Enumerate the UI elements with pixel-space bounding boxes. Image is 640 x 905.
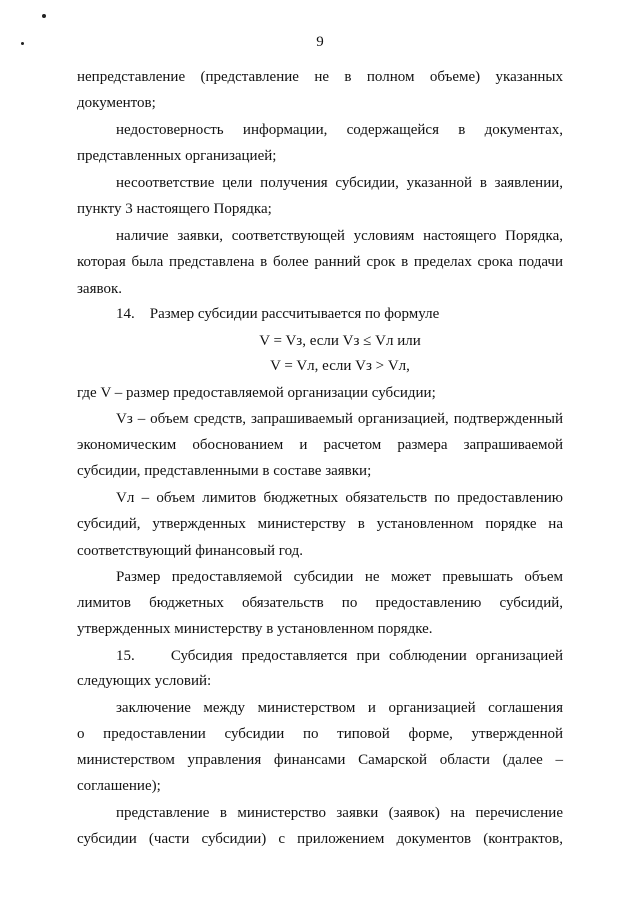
text-line: о предоставлении субсидии по типовой форме, утвержденной — [77, 726, 563, 742]
text-line: 15. Субсидия предоставляется при соблюдении организацией — [116, 648, 563, 664]
text-line: представленных организацией; — [77, 148, 277, 164]
text-line: Размер предоставляемой субсидии не может превышать объем — [116, 569, 563, 585]
text-line: несоответствие цели получения субсидии, указанной в заявлении, — [116, 175, 563, 191]
text-line: следующих условий: — [77, 673, 212, 689]
text-line: соответствующий финансовый год. — [77, 543, 304, 559]
text-line: субсидии (части субсидии) с приложением документов (контрактов, — [77, 831, 563, 847]
text-line: соглашение); — [77, 778, 161, 794]
formula-line: V = Vл, если Vз > Vл, — [270, 358, 410, 374]
text-line: утвержденных министерству в установленном порядке. — [77, 621, 433, 637]
text-line: где V – размер предоставляемой организации субсидии; — [77, 385, 436, 401]
text-line: экономическим обоснованием и расчетом размера запрашиваемой — [77, 437, 563, 453]
text-line: субсидии, представленными в составе заявки; — [77, 463, 372, 479]
page-number: 9 — [316, 34, 324, 50]
text-line: пункту 3 настоящего Порядка; — [77, 201, 272, 217]
text-line: которая была представлена в более ранний срок в пределах срока подачи — [77, 254, 563, 270]
scan-speck — [42, 14, 46, 18]
text-line: лимитов бюджетных обязательств по предоставлению субсидий, — [77, 595, 563, 611]
text-line: заключение между министерством и организацией соглашения — [116, 700, 563, 716]
text-line: недостоверность информации, содержащейся в документах, — [116, 122, 563, 138]
text-line: Vз – объем средств, запрашиваемый организацией, подтвержденный — [116, 411, 563, 427]
text-line: документов; — [77, 95, 156, 111]
text-line: наличие заявки, соответствующей условиям настоящего Порядка, — [116, 228, 563, 244]
text-line: непредставление (представление не в полном объеме) указанных — [77, 69, 563, 85]
text-line: 14. Размер субсидии рассчитывается по формуле — [116, 306, 440, 322]
text-line: министерством управления финансами Самарской области (далее – — [77, 752, 563, 768]
formula-line: V = Vз, если Vз ≤ Vл или — [259, 333, 421, 349]
text-line: заявок. — [77, 281, 122, 297]
text-line: субсидий, утвержденных министерству в установленном порядке на — [77, 516, 563, 532]
text-line: Vл – объем лимитов бюджетных обязательств по предоставлению — [116, 490, 563, 506]
text-line: представление в министерство заявки (заявок) на перечисление — [116, 805, 563, 821]
